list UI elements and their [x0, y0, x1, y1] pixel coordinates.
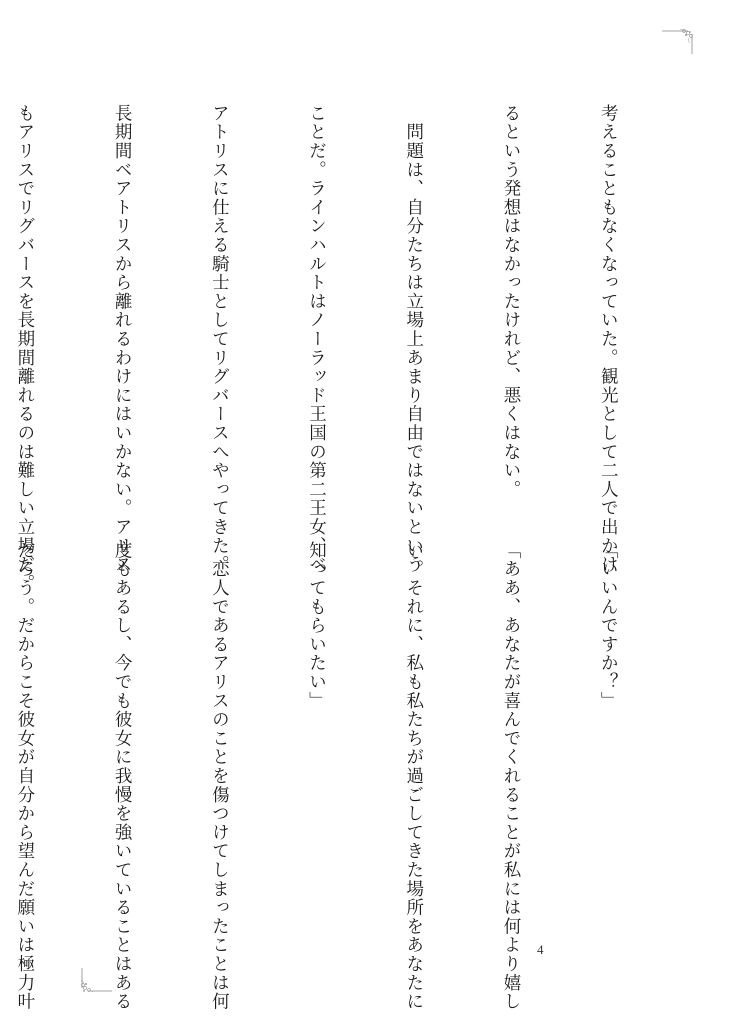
text-line: 考えることもなくなっていた。観光として二人で出かけ	[598, 104, 619, 574]
text-block-bottom	[14, 541, 689, 1011]
text-line: 度もあるし、今でも彼女に我慢を強いていることはある	[112, 541, 133, 1011]
text-line: 知ってもらいたい」	[306, 541, 327, 711]
text-line: 「ああ、あなたが喜んでくれることが私には何より嬉し	[500, 541, 521, 1011]
page-number: 4	[537, 942, 544, 957]
text-line: 長期間ベアトリスから離れるわけにはいかない。アリス	[112, 104, 133, 574]
text-line: るという発想はなかったけれど、悪くはない。	[500, 104, 521, 499]
text-line: もアリスでリグバースを長期間離れるのは難しい立場だ。	[14, 104, 35, 593]
corner-flourish-icon	[80, 968, 114, 994]
corner-flourish-icon	[662, 28, 696, 54]
text-line: 恋人であるアリスのことを傷つけてしまったことは何	[209, 541, 230, 1011]
text-line: ことだ。ラインハルトはノーラッド王国の第二王女、ベ	[306, 104, 327, 574]
text-line: 「いいんですか？」	[598, 541, 619, 711]
text-line: い。それに、私も私たちが過ごしてきた場所をあなたに	[403, 541, 424, 1011]
text-line: 問題は、自分たちは立場上あまり自由ではないという	[403, 104, 424, 574]
text-block-top	[14, 104, 689, 593]
text-line: だろう。だからこそ彼女が自分から望んだ願いは極力叶	[14, 541, 35, 1011]
text-line: アトリスに仕える騎士としてリグバースへやってきた。	[209, 104, 230, 574]
